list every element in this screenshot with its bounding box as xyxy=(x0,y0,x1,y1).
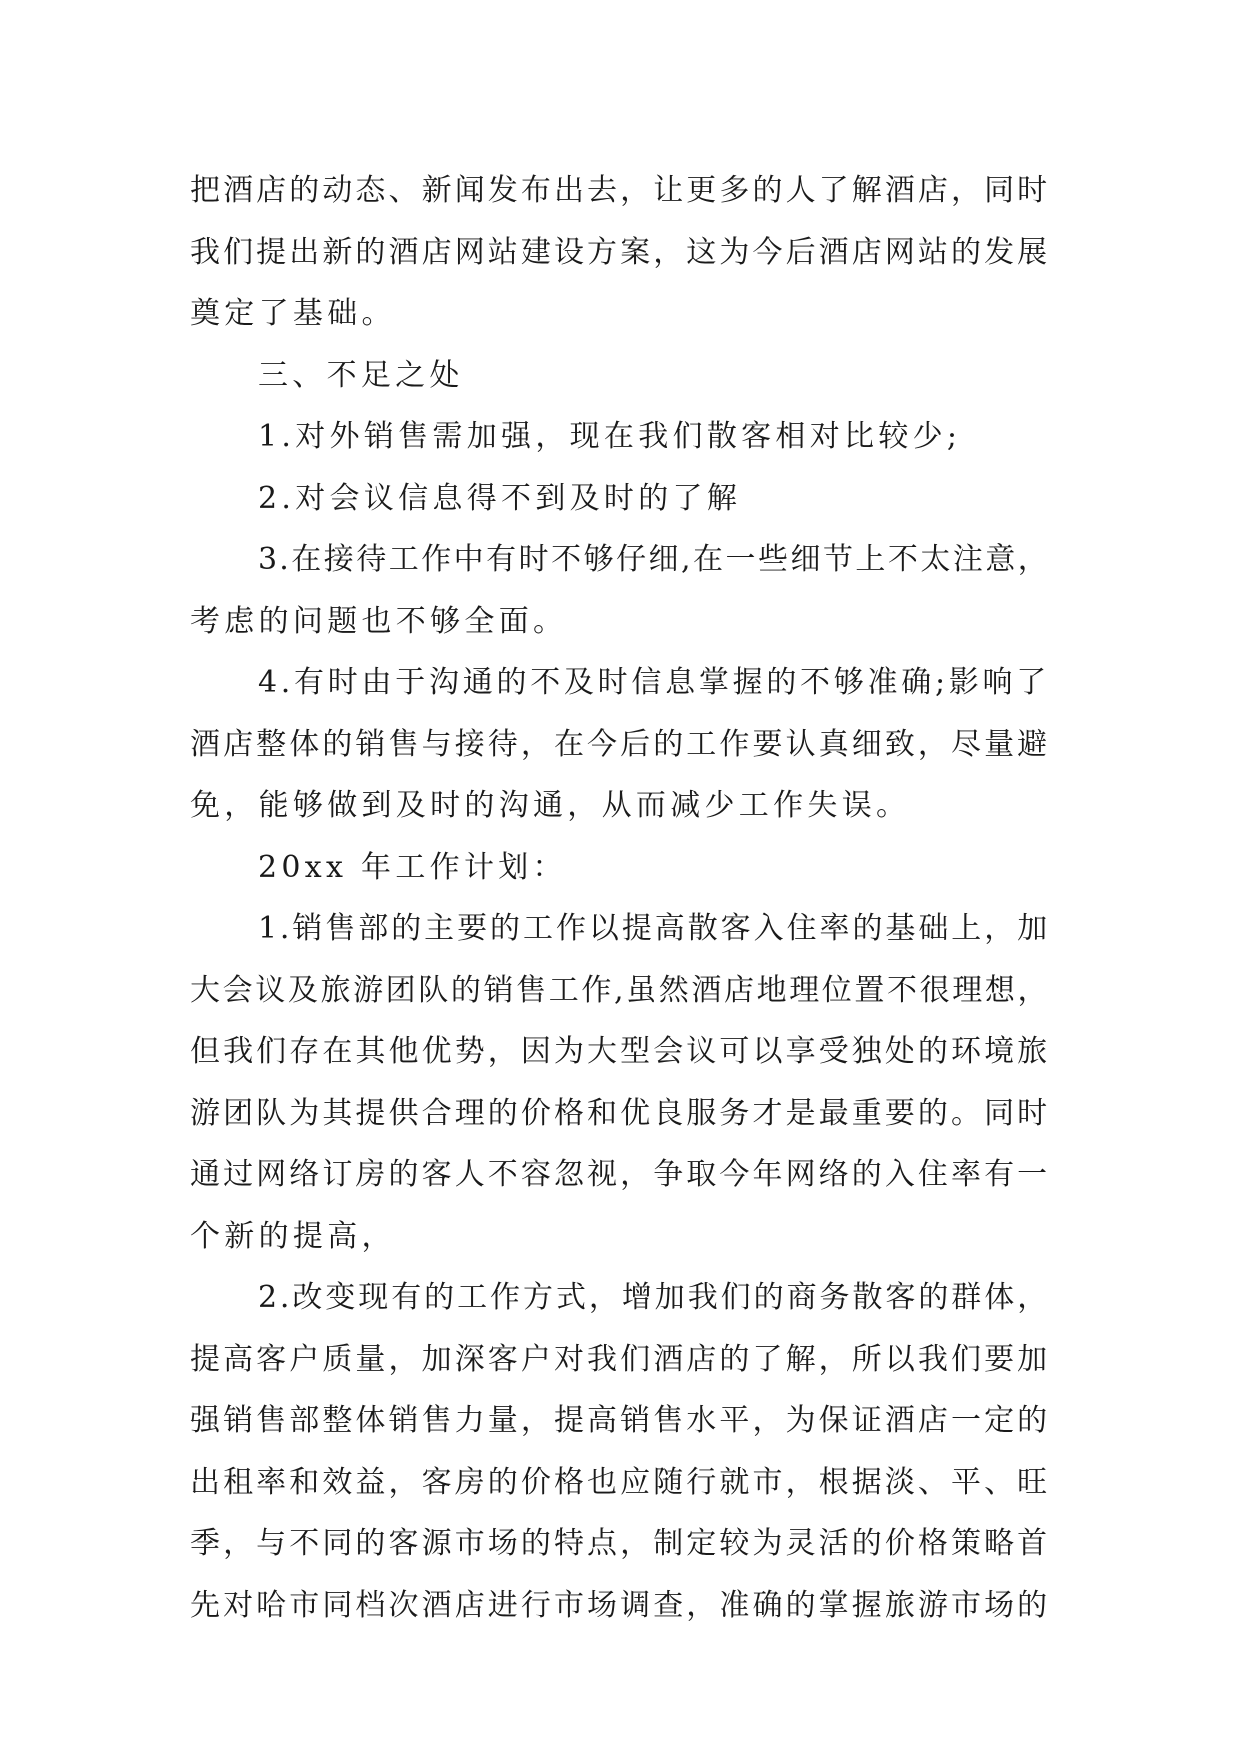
text-line: 季，与不同的客源市场的特点，制定较为灵活的价格策略首 xyxy=(190,1526,1050,1561)
text-line: 我们提出新的酒店网站建设方案，这为今后酒店网站的发展 xyxy=(190,234,1050,270)
text-line: 但我们存在其他优势，因为大型会议可以享受独处的环境旅 xyxy=(190,1034,1050,1069)
text-line: 先对哈市同档次酒店进行市场调查，准确的掌握旅游市场的 xyxy=(190,1587,1050,1623)
text-line: 个新的提高， xyxy=(190,1218,396,1254)
list-item: 4.有时由于沟通的不及时信息掌握的不够准确;影响了 xyxy=(258,665,1050,700)
text-line: 大会议及旅游团队的销售工作,虽然酒店地理位置不很理想， xyxy=(190,972,1050,1008)
text-line: 考虑的问题也不够全面。 xyxy=(190,603,568,639)
document-body xyxy=(190,160,1050,1636)
section-heading: 三、不足之处 xyxy=(258,357,464,393)
text-line: 强销售部整体销售力量，提高销售水平，为保证酒店一定的 xyxy=(190,1403,1050,1438)
text-line: 奠定了基础。 xyxy=(190,296,396,331)
list-item: 1.对外销售需加强，现在我们散客相对比较少; xyxy=(258,419,962,454)
text-line: 把酒店的动态、新闻发布出去，让更多的人了解酒店，同时 xyxy=(190,173,1050,208)
section-heading: 20xx 年工作计划： xyxy=(258,849,567,885)
text-line: 酒店整体的销售与接待，在今后的工作要认真细致，尽量避 xyxy=(190,726,1050,762)
list-item: 2.对会议信息得不到及时的了解 xyxy=(258,480,742,516)
text-line: 免，能够做到及时的沟通，从而减少工作失误。 xyxy=(190,788,911,823)
list-item: 2.改变现有的工作方式，增加我们的商务散客的群体， xyxy=(258,1280,1050,1315)
list-item: 1.销售部的主要的工作以提高散客入住率的基础上，加 xyxy=(258,911,1050,946)
list-item: 3.在接待工作中有时不够仔细,在一些细节上不太注意， xyxy=(258,542,1050,577)
text-line: 通过网络订房的客人不容忽视，争取今年网络的入住率有一 xyxy=(190,1157,1050,1192)
text-line: 提高客户质量，加深客户对我们酒店的了解，所以我们要加 xyxy=(190,1341,1050,1377)
text-line: 游团队为其提供合理的价格和优良服务才是最重要的。同时 xyxy=(190,1095,1050,1131)
text-line: 出租率和效益，客房的价格也应随行就市，根据淡、平、旺 xyxy=(190,1464,1050,1500)
